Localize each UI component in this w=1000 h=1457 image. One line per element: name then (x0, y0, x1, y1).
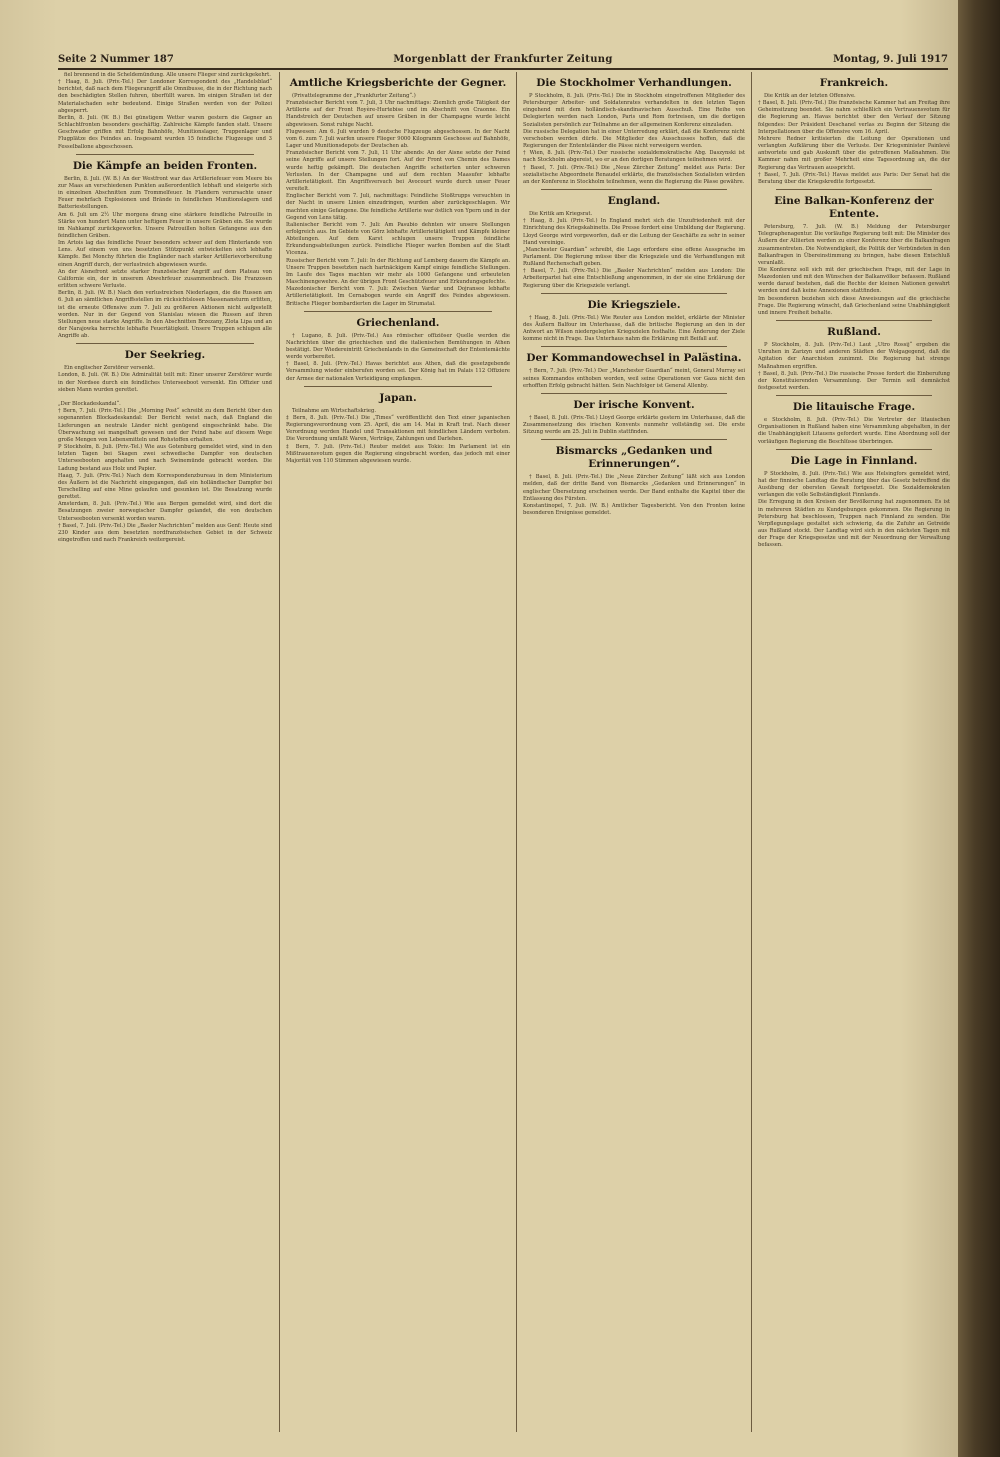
article-divider (776, 449, 932, 450)
article-body: Petersburg, 7. Juli. (W. B.) Meldung der Petersburger Telegraphenagentur. Die vorläufige Regierung teilt mit: Die Minister des Äußern der Alliierten werden zu einer Konferenz über die Balkanfragen zusammentreten. Die Notwendigkeit, die Politik der Verbündeten in den Balkanfragen in Übereinstimmung zu bringen, habe diesen Entschluß veranlaßt. Die Konferenz soll sich mit der griechischen Frage, mit der Lage in Mazedonien und mit den Wünschen der Balkanvölker befassen. Rußland werde darauf bestehen, daß die Rechte der kleinen Nationen gewahrt werden und daß keine Annexionen stattfinden. Im besonderen beziehen sich diese Anweisungen auf die griechische Frage. Die Regierung wünscht, daß Griechenland seine Unabhängigkeit und innere Freiheit behalte. (758, 224, 950, 316)
article-divider (776, 189, 932, 190)
article-heading: Eine Balkan-Konferenz der Entente. (774, 195, 934, 221)
article-divider (76, 343, 254, 344)
article-heading: Die litauische Frage. (792, 401, 916, 414)
article-body: † Bern, 7. Juli. (Priv.-Tel.) Der „Manchester Guardian“ meint, General Murray sei seines Kommandos enthoben worden, weil seine Operationen vor Gaza nicht den erhofften Erfolg gebracht hätten. Sein Nachfolger ist General Allenby. (523, 368, 745, 389)
column-4 (758, 72, 950, 1432)
masthead (58, 52, 948, 70)
article-heading: Der Kommandowechsel in Palästina. (526, 352, 742, 365)
article-heading: Griechenland. (356, 316, 440, 329)
article-heading: Die Kämpfe an beiden Fronten. (72, 159, 258, 172)
article-heading: Bismarcks „Gedanken und Erinnerungen“. (555, 445, 713, 471)
column-2 (286, 72, 510, 1432)
article-divider (541, 293, 727, 294)
article-heading: Amtliche Kriegsberichte der Gegner. (289, 77, 507, 89)
article-divider (541, 439, 727, 440)
newspaper-title: Morgenblatt der Frankfurter Zeitung (393, 54, 613, 65)
article-body: † Haag, 8. Juli. (Priv.-Tel.) Wie Reuter aus London meldet, erklärte der Minister des Äußern Balfour im Unterhause, daß die britische Regierung an den in der Antwort an Wilson niedergelegten Kriegszielen festhalte. Eine Änderung der Ziele komme nicht in Frage. Das Unterhaus nahm die Erklärung mit Beifall auf. (523, 314, 745, 343)
article-body: † Basel, 8. Juli. (Priv.-Tel.) Lloyd George erklärte gestern im Unterhause, daß die Zusammensetzung des irischen Konvents nunmehr vollständig sei. Die erste Sitzung werde am 25. Juli in Dublin stattfinden. (523, 414, 745, 436)
article-heading: Die Lage in Finnland. (790, 454, 918, 467)
article-body: Berlin, 8. Juli. (W. B.) An der Westfront war das Artilleriefeuer vom Meere bis zur Maas an verschiedenen Punkten außerordentlich lebhaft und steigerte sich in einzelnen Abschnitten zum Trommelfeuer. In Flandern verursachte unser Feuer mehrfach Explosionen und Brände in feindlichen Munitionslagern und Batteriestellungen. Am 6. Juli um 2½ Uhr morgens drang eine stärkere feindliche Patrouille in Stärke von hundert Mann unter heftigem Feuer in unsere Gräben ein. Sie wurde im Nahkampf zurückgeworfen. Unsere Patrouillen holten Gefangene aus den feindlichen Gräben. Im Artois lag das feindliche Feuer besonders schwer auf dem Hinterlande von Lens. Auf einem von uns besetzten Stützpunkt entwickelten sich lebhafte Kämpfe. Bei Monchy führten die Engländer nach starker Artillerievorbereitung einen Angriff durch, der verlustreich abgewiesen wurde. An der Aisnefront setzte starker französischer Angriff auf dem Plateau von Californie ein, der in unserem Abwehrfeuer zusammenbrach. Die Franzosen erlitten schwere Verluste. Berlin, 8. Juli. (W. B.) Nach den verlustreichen Niederlagen, die die Russen am 6. Juli an sämtlichen Angriffsstellen im rücksichtslosen Massenansturm erlitten, ist die erneute Offensive zum 7. Juli zu größeren Aktionen nicht aufgestellt worden. Nur in der Gegend von Stanislau wiesen die Russen auf ihren Stellungen neue starke Angriffe. In den Abschnitten Brzezany, Zlota Lipa und an der Narajowka herrschte lebhafte Feuertätigkeit. Unsere Truppen schlugen alle Angriffe ab. (58, 175, 272, 340)
article-divider (541, 346, 727, 347)
article-heading: Frankreich. (819, 77, 889, 89)
article-body: † Lugano, 8. Juli. (Priv.-Tel.) Aus römischer offiziöser Quelle werden die Nachrichten über die griechischen und die italienischen Bemühungen in Athen bestätigt. Der Wiedereintritt Griechenlands in die Gemeinschaft der Ententemächte werde vorbereitet. † Basel, 8. Juli. (Priv.-Tel.) Havas berichtet aus Athen, daß die gesetzgebende Versammlung wieder einberufen worden sei. Der König hat im Palais 112 Offiziere der Armee der nationalen Verteidigung empfangen. (286, 332, 510, 382)
column-rule (751, 72, 752, 1432)
article-divider (541, 189, 727, 190)
article-heading: Der irische Konvent. (573, 398, 695, 411)
article-body: P Stockholm, 8. Juli. (Priv.-Tel.) Laut „Utro Rossij“ ergeben die Unruhen in Zarizyn und anderen Städten der Wolgagegend, daß die Agitation der Anarchisten zunimmt. Die Regierung hat strenge Maßnahmen ergriffen. † Basel, 8. Juli. (Priv.-Tel.) Die russische Presse fordert die Einberufung der Konstituierenden Versammlung. Der Termin soll demnächst festgesetzt werden. (758, 342, 950, 391)
article-body: Die Kritik am Kriegsrat. † Haag, 8. Juli. (Priv.-Tel.) In England mehrt sich die Unzufriedenheit mit der Einrichtung des Kriegskabinetts. Die Presse fordert eine Umbildung der Regierung. Lloyd George wird vorgeworfen, daß er die Leitung der Geschäfte zu sehr in seiner Hand vereinige. „Manchester Guardian“ schreibt, die Lage erfordere eine offene Aussprache im Parlament. Die Regierung müsse über die Kriegsziele und die Verhandlungen mit Rußland Rechenschaft geben. † Basel, 7. Juli. (Priv.-Tel.) Die „Basler Nachrichten“ melden aus London: Die Arbeiterpartei hat eine Entschließung angenommen, in der sie eine Erklärung der Regierung über die Kriegsziele verlangt. (523, 211, 745, 289)
column-rule (279, 72, 280, 1432)
article-heading: Rußland. (827, 326, 881, 339)
article-body: Teilnahme am Wirtschaftskrieg. ‡ Bern, 8. Juli. (Priv.-Tel.) Die „Times“ veröffentlicht den Text einer japanischen Regierungsverordnung vom 25. April, die am 14. Mai in Kraft trat. Nach dieser Verordnung werden Handel und Transaktionen mit feindlichen Ländern verboten. Die Verordnung umfaßt Waren, Verträge, Zahlungen und Darlehen. ‡ Bern, 7. Juli. (Priv.-Tel.) Reuter meldet aus Tokio: Im Parlament ist ein Mißtrauensvotum gegen die Regierung eingebracht worden, das jedoch mit einer Majorität von 110 Stimmen abgewiesen wurde. (286, 407, 510, 464)
article-divider (76, 154, 254, 155)
article-divider (776, 320, 932, 321)
article-heading: Die Stockholmer Verhandlungen. (536, 77, 732, 89)
article-body: (Privattelegramme der „Frankfurter Zeitung“.) Französischer Bericht vom 7. Juli, 3 Uhr nachmittags: Ziemlich große Tätigkeit der Artillerie auf der Front Royère-Hurtebise und im Abschnitt von Craonne. Ein Handstreich der Deutschen auf unsere Gräben in der Champagne wurde leicht abgewiesen. Sonst ruhige Nacht. Flugwesen: Am 6. Juli wurden 9 deutsche Flugzeuge abgeschossen. In der Nacht vom 6. zum 7. Juli warfen unsere Flieger 9000 Kilogramm Geschosse auf Bahnhöfe, Lager und Munitionsdepots der Deutschen ab. Französischer Bericht vom 7. Juli, 11 Uhr abends: An der Aisne setzte der Feind seine Angriffe auf unsere Stellungen fort. Auf der Front von Chemin des Dames wurde heftig gekämpft. Die deutschen Angriffe scheiterten unter schweren Verlusten. In der Champagne und auf dem rechten Maasufer lebhafte Artillerietätigkeit. Ein Angriffsversuch bei Avocourt wurde durch unser Feuer vereitelt. Englischer Bericht vom 7. Juli, nachmittags: Feindliche Stoßtrupps versuchten in der Nacht in unsere Linien einzudringen, wurden aber zurückgeschlagen. Wir machten einige Gefangene. Die feindliche Artillerie war östlich von Ypern und in der Gegend von Lens tätig. Italienischer Bericht vom 7. Juli: Am Pasubio dehnten wir unsere Stellungen erfolgreich aus. Im Gebiete von Görz lebhafte Artillerietätigkeit und Kämpfe kleiner Abteilungen. Auf dem Karst schlugen unsere Truppen feindliche Erkundungsabteilungen zurück. Feindliche Flieger warfen Bomben auf die Stadt Vicenza. Russischer Bericht vom 7. Juli: In der Richtung auf Lemberg dauern die Kämpfe an. Unsere Truppen besetzten nach hartnäckigem Kampf einige feindliche Stellungen. Im Laufe des Tages machten wir mehr als 1000 Gefangene und erbeuteten Maschinengewehre. An der übrigen Front Geschützfeuer und Erkundungsgefechte. Mazedonischer Bericht vom 7. Juli: Zwischen Vardar und Dojransee lebhafte Artillerietätigkeit. Im Cernabogen wurde ein Angriff des Feindes abgewiesen. Britische Flieger bombardierten die Lager im Strumatal. (286, 93, 510, 307)
article-body: e Stockholm, 8. Juli. (Priv.-Tel.) Die Vertreter der litauischen Organisationen in Rußland haben eine Versammlung abgehalten, in der die Unabhängigkeit Litauens gefordert wurde. Eine Abordnung soll der vorläufigen Regierung die Beschlüsse überbringen. (758, 417, 950, 445)
column-1 (58, 72, 272, 1432)
page-number: Seite 2 Nummer 187 (58, 54, 174, 65)
article-divider (541, 393, 727, 394)
article-body: Die Kritik an der letzten Offensive. † Basel, 8. Juli. (Priv.-Tel.) Die französische Kammer hat am Freitag ihre Geheimsitzung beendet. Sie nahm schließlich ein Vertrauensvotum für die Regierung an. Havas berichtet über den Verlauf der Sitzung folgendes: Der Präsident Deschanel verlas zu Beginn der Sitzung die Interpellationen über die Offensive vom 16. April. Mehrere Redner kritisierten die Leitung der Operationen und verlangten Aufklärung über die Verluste. Der Kriegsminister Painlevé antwortete und gab Auskunft über die getroffenen Maßnahmen. Die Kammer nahm mit großer Mehrheit eine Tagesordnung an, die der Regierung das Vertrauen ausspricht. † Basel, 7. Juli. (Priv.-Tel.) Havas meldet aus Paris: Der Senat hat die Beratung über die Kriegskredite fortgesetzt. (758, 93, 950, 185)
article-body: † Basel, 8. Juli. (Priv.-Tel.) Die „Neue Zürcher Zeitung“ läßt sich aus London melden, daß der dritte Band von Bismarcks „Gedanken und Erinnerungen“ in englischer Übersetzung erscheinen werde. Der Band enthalte die Kapitel über die Entlassung des Fürsten. Konstantinopel, 7. Juli. (W. B.) Amtlicher Tagesbericht. Von den Fronten keine besonderen Ereignisse gemeldet. (523, 474, 745, 517)
issue-date: Montag, 9. Juli 1917 (833, 54, 948, 65)
article-divider (776, 395, 932, 396)
book-spine (958, 0, 1000, 1457)
article-divider (304, 311, 492, 312)
article-body: P Stockholm, 8. Juli. (Priv.-Tel.) Die in Stockholm eingetroffenen Mitglieder des Petersburger Arbeiter- und Soldatenrates verhandelten in den letzten Tagen eingehend mit dem holländisch-skandinavischen Ausschuß. Eine Reihe von Delegierten werden nach London, Paris und Rom fortreisen, um die dortigen Sozialisten persönlich zur Teilnahme an der allgemeinen Konferenz einzuladen. Die russische Delegation hat in einer Unterredung erklärt, daß die Konferenz nicht verschoben werden dürfe. Die Mitglieder des Ausschusses hoffen, daß die Regierungen der Ententeländer die Pässe nicht verweigern werden. † Wien, 8. Juli. (Priv.-Tel.) Der russische sozialdemokratische Abg. Daszynski ist nach Stockholm abgereist, wo er an den dortigen Beratungen teilnehmen wird. † Basel, 7. Juli. (Priv.-Tel.) Die „Neue Zürcher Zeitung“ meldet aus Paris: Der sozialistische Abgeordnete Renaudel erklärte, die französischen Sozialisten würden an der Konferenz in Stockholm teilnehmen, wenn die Regierung die Pässe gewähre. (523, 93, 745, 185)
column-rule (516, 72, 517, 1432)
article-body: fiel brennend in die Scheldemündung. Alle unsere Flieger sind zurückgekehrt. † Haag, 8. Juli. (Priv.-Tel.) Der Londoner Korrespondent des „Handelsblad“ berichtet, daß nach dem Fliegerangriff alle Omnibusse, die in der Richtung nach den beschädigten Stellen fuhren, überfüllt waren. Im einigen Straßen ist der Materialschaden sehr bedeutend. Einige Straßen werden von der Polizei abgesperrt. Berlin, 8. Juli. (W. B.) Bei günstigem Wetter waren gestern die Gegner an Schlachtfronten besonders geschäftig. Zahlreiche Kämpfe fanden statt. Unsere Geschwader griffen mit Erfolg Bahnhöfe, Munitionslager, Truppenlager und Flugplätze des Feindes an. Insgesamt wurden 15 feindliche Flugzeuge und 3 Fesselballone abgeschossen. (58, 72, 272, 150)
column-3 (523, 72, 745, 1432)
article-body: P Stockholm, 8. Juli. (Priv.-Tel.) Wie aus Helsingfors gemeldet wird, hat der finnische Landtag die Beratung über das Gesetz betreffend die Ausübung der obersten Gewalt fortgesetzt. Die Sozialdemokraten verlangen die volle Selbständigkeit Finnlands. Die Erregung in den Kreisen der Bevölkerung hat zugenommen. Es ist in mehreren Städten zu Kundgebungen gekommen. Die Regierung in Petersburg hat beschlossen, Truppen nach Finnland zu senden. Die Verpflegungslage gestaltet sich schwierig, da die Zufuhr an Getreide aus Rußland stockt. Der Landtag wird sich in den nächsten Tagen mit der Frage der Kriegsgesetze und mit der Neuordnung der Verwaltung befassen. (758, 470, 950, 549)
article-heading: Der Seekrieg. (124, 349, 206, 362)
article-heading: Japan. (379, 391, 417, 404)
article-heading: England. (607, 195, 661, 208)
article-body: Ein englischer Zerstörer versenkt. London, 8. Juli. (W. B.) Die Admiralität teilt mit: Einer unserer Zerstörer wurde in der Nordsee durch ein feindliches Unterseeboot versenkt. Ein Offizier und sieben Mann wurden gerettet. „Der Blockadeskandal“. † Bern, 7. Juli. (Priv.-Tel.) Die „Morning Post“ schreibt zu dem Bericht über den sogenannten Blockadeskandal: Der Bericht weist nach, daß England die Lieferungen an neutrale Länder nicht genügend eingeschränkt habe. Die Überwachung sei mangelhaft gewesen und der Feind habe auf diesem Wege große Mengen von Lebensmitteln und Rohstoffen erhalten. P Stockholm, 8. Juli. (Priv.-Tel.) Wie aus Gotenburg gemeldet wird, sind in den letzten Tagen bei Skagen zwei schwedische Dampfer von deutschen Unterseebooten angehalten und nach Swinemünde gebracht worden. Die Ladung bestand aus Holz und Papier. Haag, 7. Juli. (Priv.-Tel.) Nach dem Korrespondenzbureau in dem Ministerium des Äußern ist die Nachricht eingegangen, daß ein holländischer Dampfer bei Terschelling auf eine Mine gelaufen und gesunken ist. Die Besatzung wurde gerettet. Amsterdam, 8. Juli. (Priv.-Tel.) Wie aus Bergen gemeldet wird, sind dort die Besatzungen zweier norwegischer Dampfer gelandet, die von deutschen Unterseebooten versenkt worden waren. † Basel, 7. Juli. (Priv.-Tel.) Die „Basler Nachrichten“ melden aus Genf: Heute sind 230 Kinder aus dem besetzten nordfranzösischen Gebiet in der Schweiz eingetroffen und nach Frankreich weitergereist. (58, 365, 272, 544)
article-divider (304, 386, 492, 387)
article-heading: Die Kriegsziele. (587, 298, 681, 311)
